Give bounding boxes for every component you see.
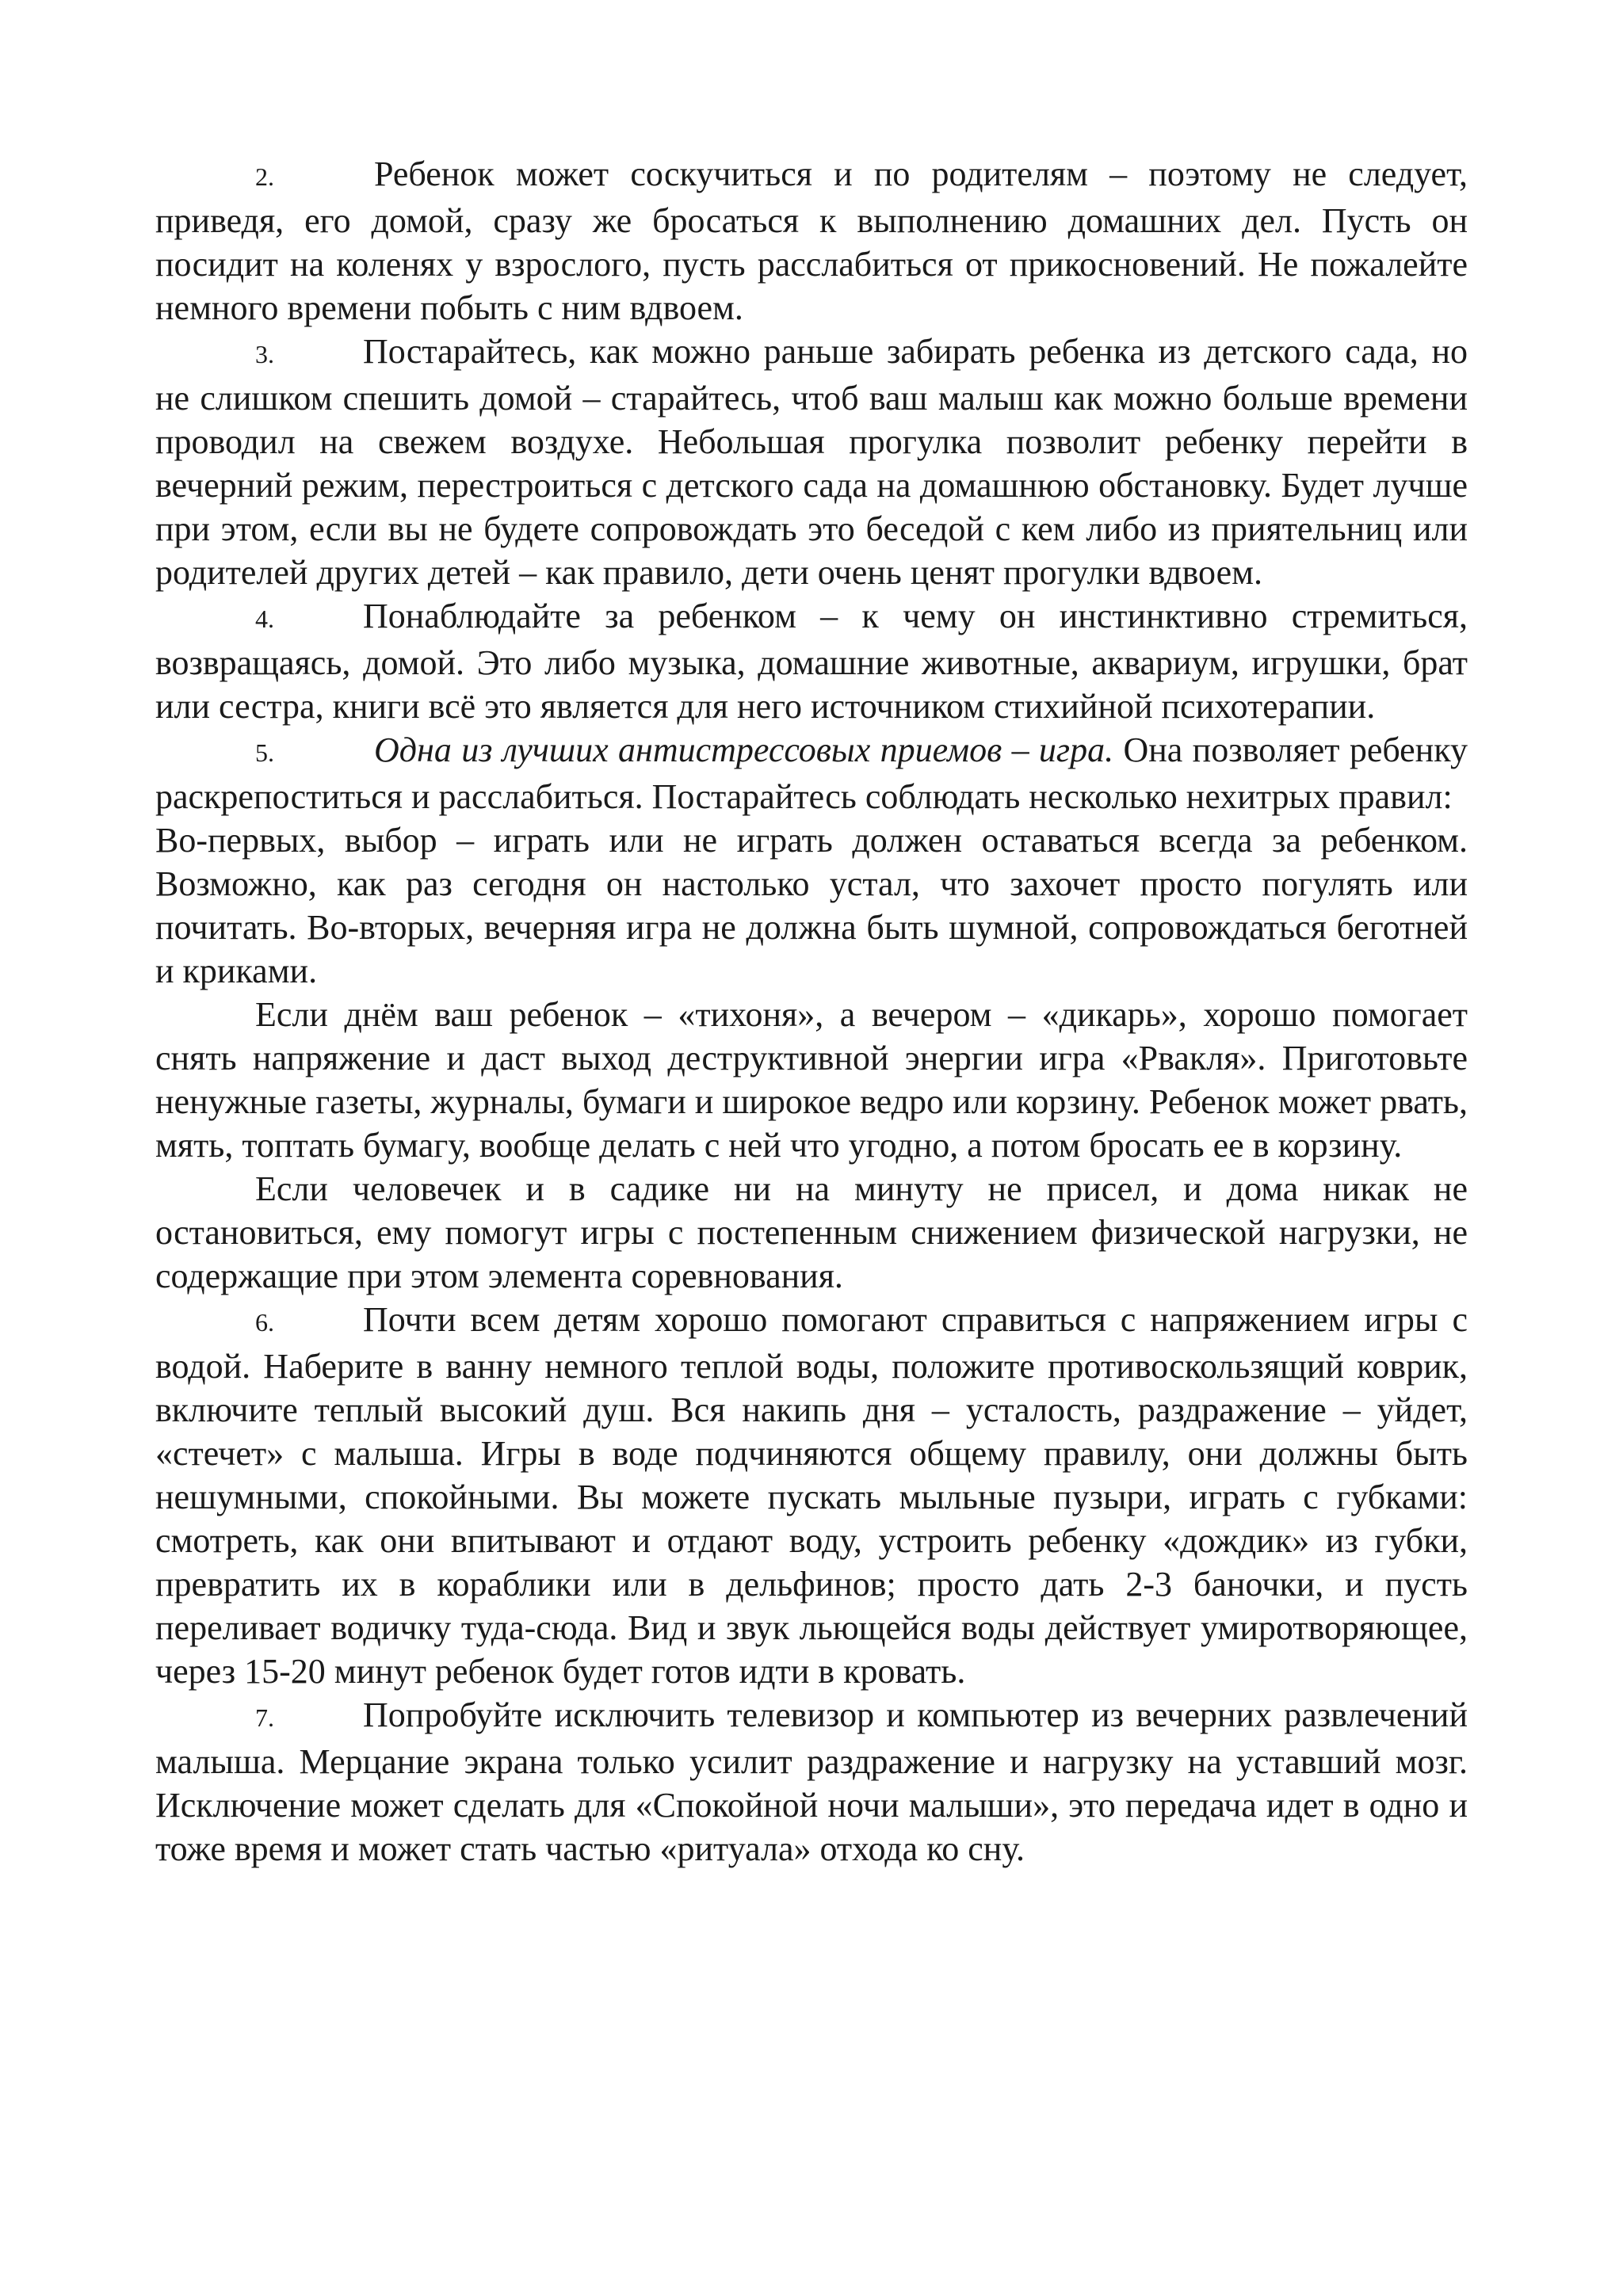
item-italic-lead: Одна из лучших антистрессовых приемов – игра. xyxy=(374,730,1114,769)
item-text: Постарайтесь, как можно раньше забирать ребенка из детского сада, но не слишком спешить домой – старайтесь, чтоб ваш малыш как можно больше времени проводил на свежем воздухе. Небольшая прогулка позволит ребенку перейти в вечерний режим, перестроиться с детского сада на домашнюю обстановку. Будет лучше при этом, если вы не будете сопровождать это беседой с кем либо из приятельниц или родителей других детей – как правило, дети очень ценят прогулки вдвоем. xyxy=(155,332,1468,592)
item-text: Понаблюдайте за ребенком – к чему он инстинктивно стремиться, возвращаясь, домой. Это либо музыка, домашние животные, аквариум, игрушки, брат или сестра, книги всё это является для него источником стихийной психотерапии. xyxy=(155,597,1468,726)
list-item-3 xyxy=(155,330,1468,594)
calm-games-paragraph: Если человечек и в садике ни на минуту не присел, и дома никак не остановиться, ему помогут игры с постепенным снижением физической нагрузки, не содержащие при этом элемента соревнования. xyxy=(155,1169,1468,1295)
item-number: 2. xyxy=(255,162,274,191)
item-text: Она позволяет ребенку раскрепоститься и расслабиться. Постарайтесь соблюдать несколько нехитрых правил: xyxy=(155,730,1468,816)
item-text: Почти всем детям хорошо помогают справиться с напряжением игры с водой. Наберите в ванну немного теплой воды, положите противоскользящий коврик, включите теплый высокий душ. Вся накипь дня – усталость, раздражение – уйдет, «стечет» с малыша. Игры в воде подчиняются общему правилу, они должны быть нешумными, спокойными. Вы можете пускать мыльные пузыри, играть с губками: смотреть, как они впитывают и отдают воду, устроить ребенку «дождик» из губки, превратить их в кораблики или в дельфинов; просто дать 2-3 баночки, и пусть переливает водичку туда-сюда. Вид и звук льющейся воды действует умиротворяющее, через 15-20 минут ребенок будет готов идти в кровать. xyxy=(155,1300,1468,1691)
item-text: Попробуйте исключить телевизор и компьютер из вечерних развлечений малыша. Мерцание экрана только усилит раздражение и нагрузку на уставший мозг. Исключение может сделать для «Спокойной ночи малыши», это передача идет в одно и тоже время и может стать частью «ритуала» отхода ко сну. xyxy=(155,1695,1468,1868)
item-number: 4. xyxy=(255,605,274,633)
ryakla-paragraph: Если днём ваш ребенок – «тихоня», а вечером – «дикарь», хорошо помогает снять напряжение и даст выход деструктивной энергии игра «Рвакля». Приготовьте ненужные газеты, журналы, бумаги и широкое ведро или корзину. Ребенок может рвать, мять, топтать бумагу, вообще делать с ней что угодно, а потом бросать ее в корзину. xyxy=(155,995,1468,1165)
rules-paragraph: Во-первых, выбор – играть или не играть должен оставаться всегда за ребенком. Возможно, как раз сегодня он настолько устал, что захочет просто погулять или почитать. Во-вторых, вечерняя игра не должна быть шумной, сопровождаться беготней и криками. xyxy=(155,821,1468,990)
item-text: Ребенок может соскучиться и по родителям – поэтому не следует, приведя, его домой, сразу же бросаться к выполнению домашних дел. Пусть он посидит на коленях у взрослого, пусть расслабиться от прикосновений. Не пожалейте немного времени побыть с ним вдвоем. xyxy=(155,154,1468,327)
list-item-2 xyxy=(155,152,1468,330)
item-number: 3. xyxy=(255,340,274,368)
list-item-6 xyxy=(155,1298,1468,1693)
list-item-4 xyxy=(155,594,1468,728)
list-item-7 xyxy=(155,1693,1468,1871)
document-page xyxy=(155,152,1468,1871)
item-number: 6. xyxy=(255,1308,274,1337)
item-number: 5. xyxy=(255,738,274,767)
item-number: 7. xyxy=(255,1703,274,1732)
list-item-5 xyxy=(155,728,1468,818)
